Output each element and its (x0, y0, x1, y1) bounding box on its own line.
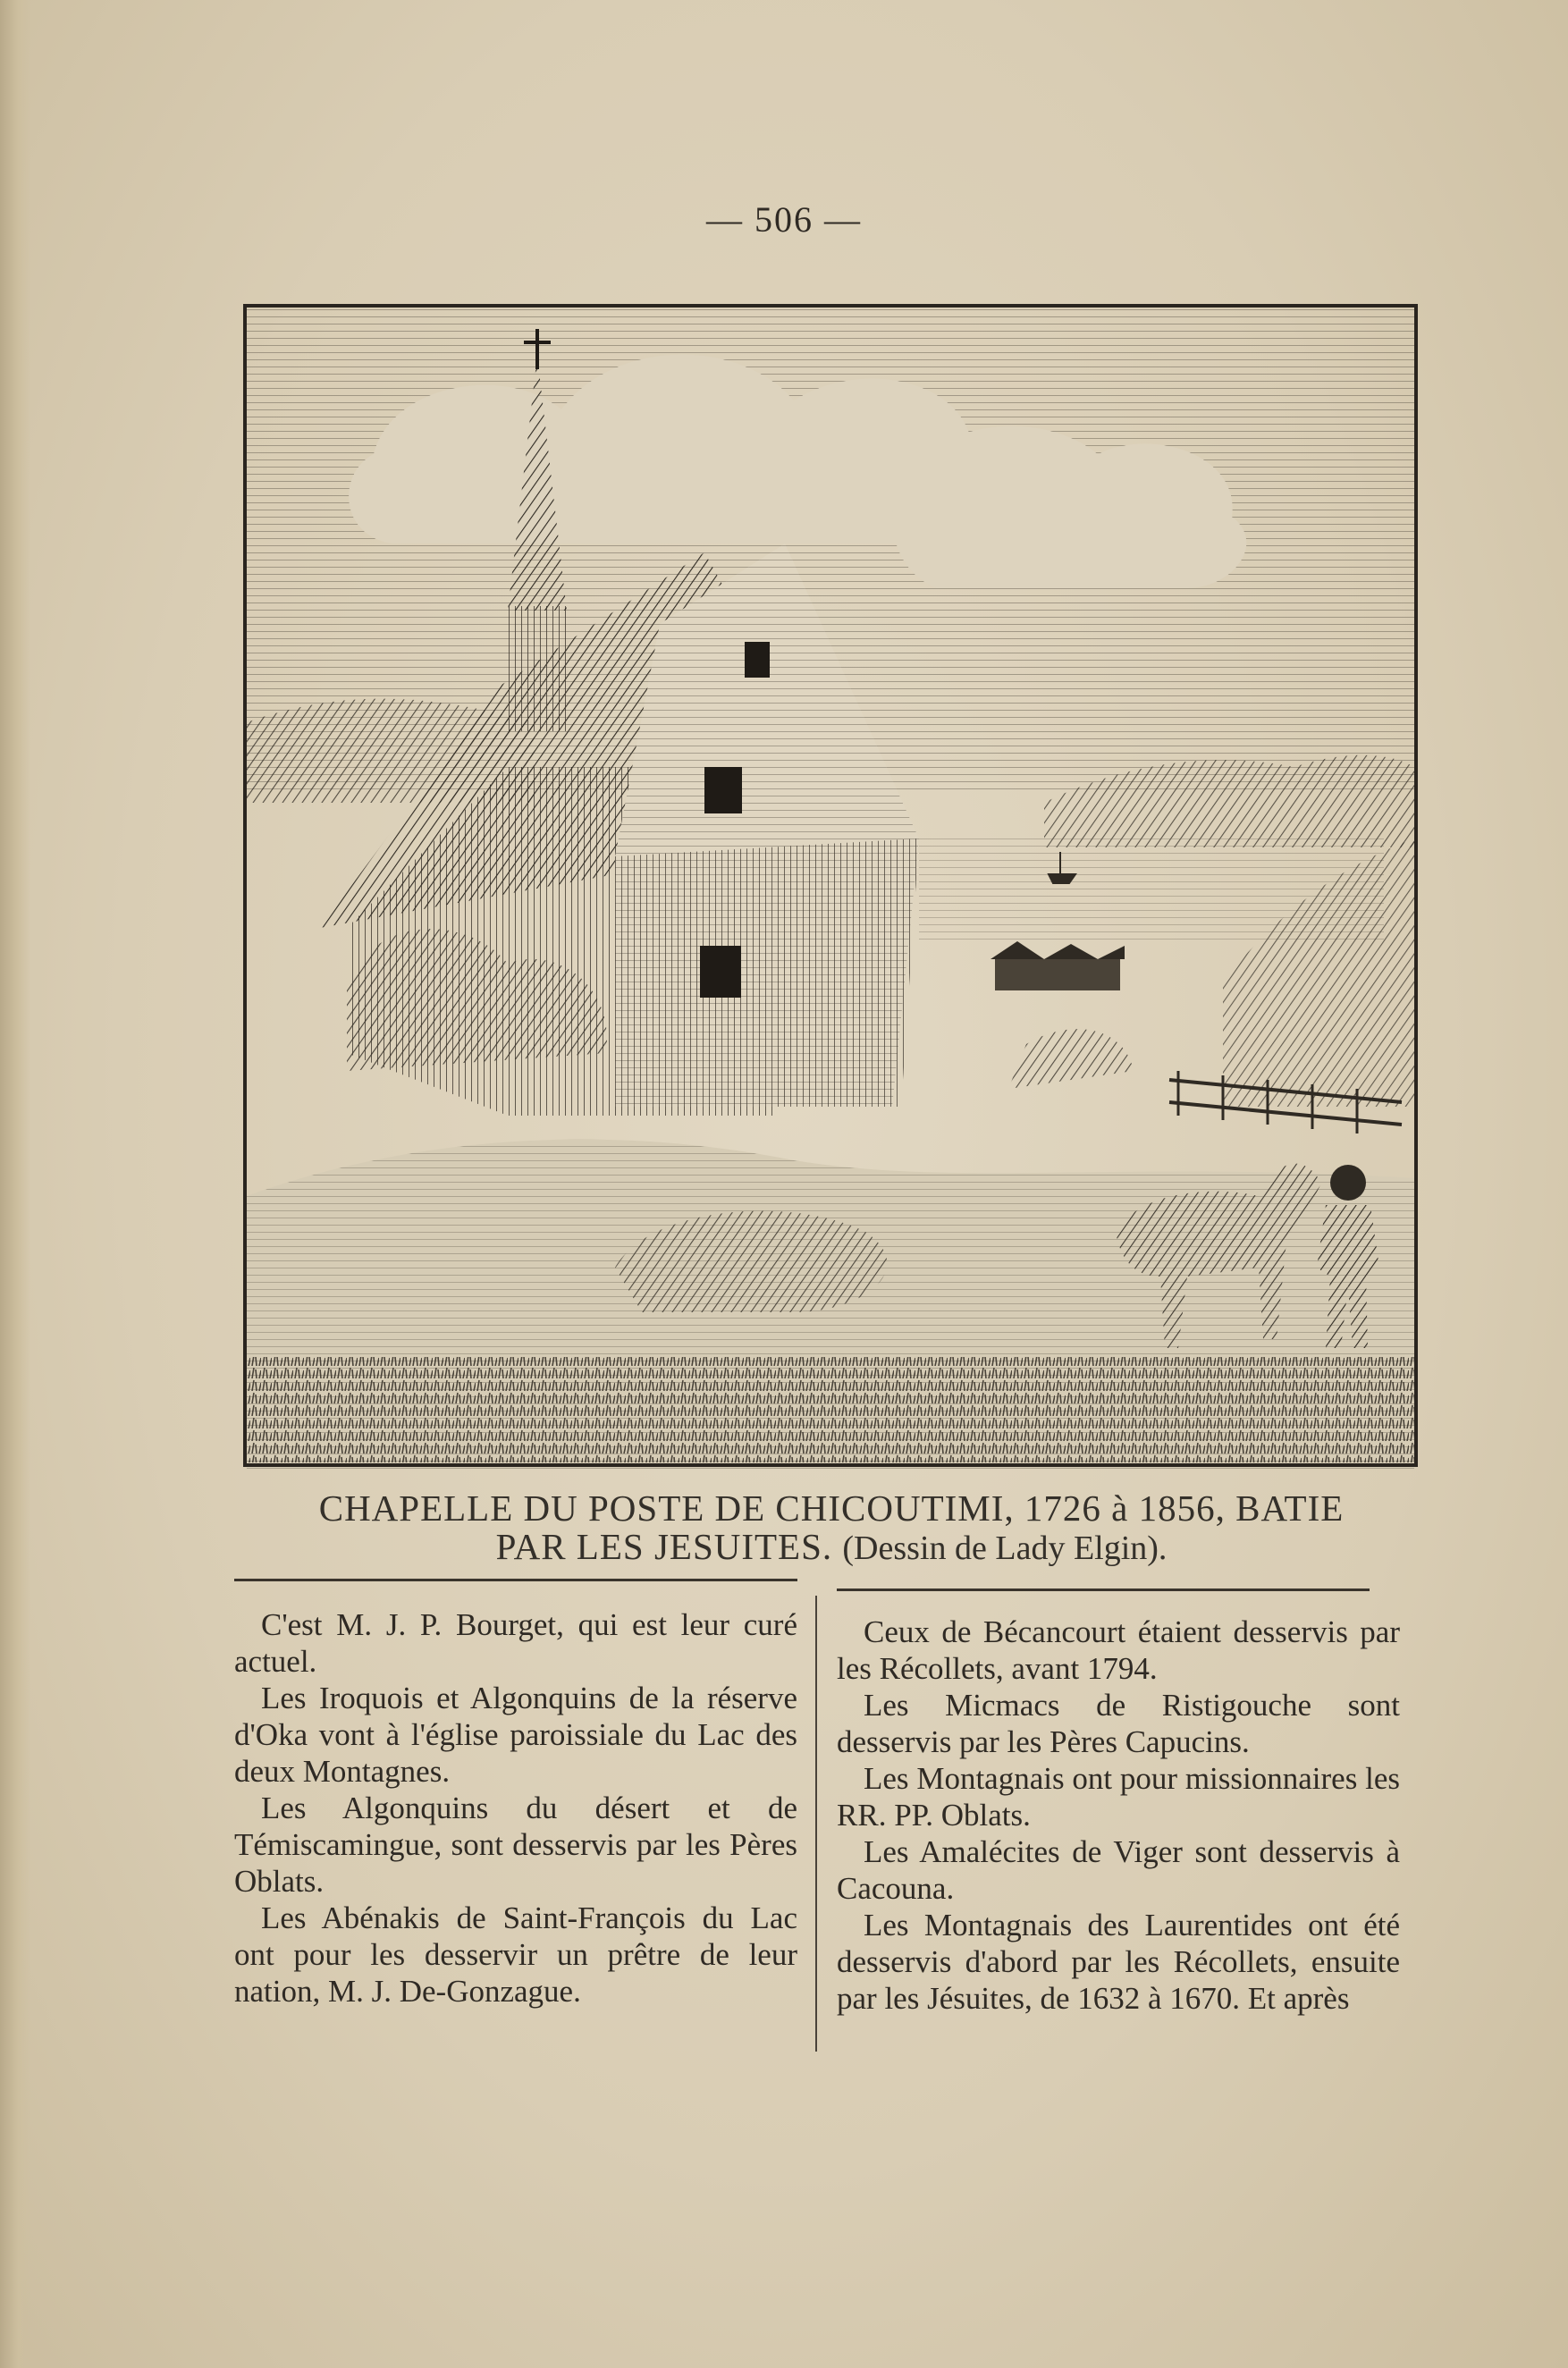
column-divider (815, 1596, 817, 2052)
page-number: — 506 — (706, 199, 862, 240)
left-text-column (234, 1606, 797, 2010)
illustration-caption-credit: (Dessin de Lady Elgin). (842, 1530, 1168, 1567)
illustration-caption-line-1: CHAPELLE DU POSTE DE CHICOUTIMI, 1726 à 1856, BATIE (318, 1487, 1345, 1529)
paragraph: Les Abénakis de Saint-François du Lac ont pour les desservir un prêtre de leur nation, M. J. De-Gonzague. (234, 1900, 797, 2009)
page-gutter-shadow (0, 0, 30, 2368)
paragraph: Les Micmacs de Ristigouche sont desservis par les Pères Capucins. (837, 1688, 1400, 1759)
right-column-rule (837, 1588, 1370, 1591)
paragraph: Les Iroquois et Algonquins de la réserve d'Oka vont à l'église paroissiale du Lac des deux Montagnes. (234, 1681, 797, 1789)
right-text-column (837, 1614, 1400, 2017)
paragraph: Les Montagnais des Laurentides ont été desservis d'abord par les Récollets, ensuite par les Jésuites, de 1632 à 1670. Et après (837, 1908, 1400, 2016)
chapel-engraving-drawing (240, 302, 1421, 1469)
paragraph: C'est M. J. P. Bourget, qui est leur curé actuel. (234, 1607, 797, 1679)
paragraph: Les Amalécites de Viger sont desservis à Cacouna. (837, 1834, 1400, 1906)
left-column-rule (234, 1579, 797, 1581)
paragraph: Les Montagnais ont pour missionnaires les RR. PP. Oblats. (837, 1761, 1400, 1833)
illustration-caption-title-end: PAR LES JESUITES. (495, 1526, 833, 1567)
chapel-engraving (240, 302, 1421, 1469)
paragraph: Ceux de Bécancourt étaient desservis par les Récollets, avant 1794. (837, 1614, 1400, 1686)
illustration-caption-line-2 (241, 1526, 1421, 1567)
paragraph: Les Algonquins du désert et de Témiscamingue, sont desservis par les Pères Oblats. (234, 1791, 797, 1899)
